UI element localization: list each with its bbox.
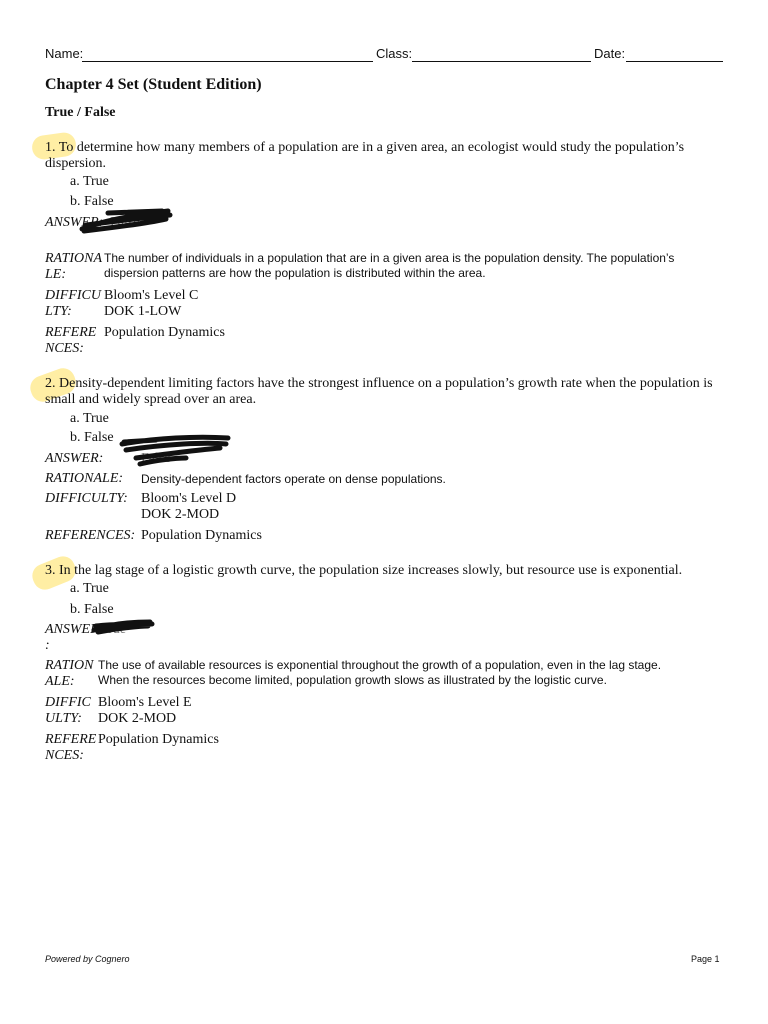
- q2-references: Population Dynamics: [141, 528, 262, 543]
- q3-rationale-line-2: When the resources become limited, population growth slows as illustrated by the logistic curve.: [98, 673, 607, 687]
- q3-answer-label-2: :: [45, 638, 50, 653]
- q2-answer-scribble: [116, 432, 236, 468]
- q1-difficulty-label-2: LTY:: [45, 304, 72, 319]
- q1-references-label: [45, 325, 96, 357]
- q1-references-label-1: REFERE: [45, 325, 97, 340]
- q3-rationale-line-1: The use of available resources is exponential throughout the growth of a population, even in the lag stage.: [98, 658, 662, 672]
- q3-option-b[interactable]: b. False: [70, 602, 114, 617]
- q1-difficulty-line-2: DOK 1-LOW: [104, 304, 182, 319]
- section-heading: True / False: [45, 105, 116, 120]
- question-1-line-2: dispersion.: [45, 156, 107, 171]
- q3-difficulty-line-1: Bloom's Level E: [98, 695, 192, 710]
- question-2-line-1: 2. Density-dependent limiting factors have the strongest influence on a population’s growth rate when the population is: [45, 376, 713, 391]
- question-1: [45, 140, 735, 172]
- question-2: [45, 376, 735, 408]
- q2-rationale-label: RATIONALE:: [45, 471, 124, 486]
- q3-rationale: [98, 658, 728, 688]
- page-title: Chapter 4 Set (Student Edition): [45, 76, 262, 93]
- date-label: Date:: [594, 46, 626, 61]
- q2-references-label: REFERENCES:: [45, 528, 136, 543]
- q1-difficulty-label: [45, 288, 101, 320]
- class-label: Class:: [376, 46, 413, 61]
- q3-references: Population Dynamics: [98, 732, 219, 747]
- q3-rationale-label-2: ALE:: [45, 674, 75, 689]
- q2-difficulty-label: DIFFICULTY:: [45, 491, 128, 506]
- q1-rationale-line-1: The number of individuals in a population that are in a given area is the population density. The population’s: [104, 251, 675, 265]
- q1-references-label-2: NCES:: [45, 341, 84, 356]
- q2-rationale-line-1: Density-dependent factors operate on dense populations.: [141, 472, 446, 486]
- q2-option-a[interactable]: a. True: [70, 411, 109, 426]
- q1-rationale-line-2: dispersion patterns are how the population is distributed within the area.: [104, 266, 486, 280]
- name-blank[interactable]: [82, 61, 373, 62]
- q1-difficulty: [104, 288, 198, 320]
- q3-difficulty-line-2: DOK 2-MOD: [98, 711, 177, 726]
- class-blank[interactable]: [412, 61, 591, 62]
- q3-rationale-label-1: RATION: [45, 658, 94, 673]
- q3-rationale-label: [45, 658, 93, 690]
- q3-answer-value: True: [100, 622, 126, 637]
- question-1-line-1: 1. To determine how many members of a population are in a given area, an ecologist would study the population’s: [45, 140, 685, 155]
- q3-references-label-1: REFERE: [45, 732, 97, 747]
- q1-rationale-label: [45, 251, 102, 283]
- q3-answer-scribble: [90, 616, 156, 638]
- q3-difficulty-label: [45, 695, 91, 727]
- q3-difficulty: [98, 695, 192, 727]
- question-2-line-2: small and widely spread over an area.: [45, 392, 257, 407]
- footer-powered-by: Powered by Cognero: [45, 954, 130, 964]
- question-3-line-1: 3. In the lag stage of a logistic growth curve, the population size increases slowly, but resource use is exponential.: [45, 563, 683, 578]
- q3-references-label-2: NCES:: [45, 748, 84, 763]
- q1-difficulty-line-1: Bloom's Level C: [104, 288, 199, 303]
- question-3: [45, 563, 735, 579]
- date-blank[interactable]: [626, 61, 723, 62]
- q1-rationale: [104, 251, 724, 281]
- q1-option-b[interactable]: b. False: [70, 194, 114, 209]
- q3-references-label: [45, 732, 96, 764]
- q2-answer-label: ANSWER:: [45, 451, 104, 466]
- q1-answer-scribble: [78, 205, 174, 235]
- q1-answer-label: ANSWER:: [45, 215, 104, 230]
- footer-page-number: Page 1: [691, 954, 720, 964]
- q2-option-b[interactable]: b. False: [70, 430, 114, 445]
- q2-difficulty-line-2: DOK 2-MOD: [141, 507, 220, 522]
- q1-references: Population Dynamics: [104, 325, 225, 340]
- q2-answer-value: False: [141, 451, 171, 466]
- q2-difficulty: [141, 491, 236, 523]
- q1-answer-value: False: [110, 215, 140, 230]
- q1-rationale-label-2: LE:: [45, 267, 66, 282]
- q3-difficulty-label-2: ULTY:: [45, 711, 82, 726]
- name-label: Name:: [45, 46, 84, 61]
- q1-option-a[interactable]: a. True: [70, 174, 109, 189]
- q2-difficulty-line-1: Bloom's Level D: [141, 491, 237, 506]
- q3-option-a[interactable]: a. True: [70, 581, 109, 596]
- q1-difficulty-label-1: DIFFICU: [45, 288, 101, 303]
- q3-answer-label-1: ANSWER: [45, 622, 99, 637]
- q1-rationale-label-1: RATIONA: [45, 251, 103, 266]
- q3-difficulty-label-1: DIFFIC: [45, 695, 91, 710]
